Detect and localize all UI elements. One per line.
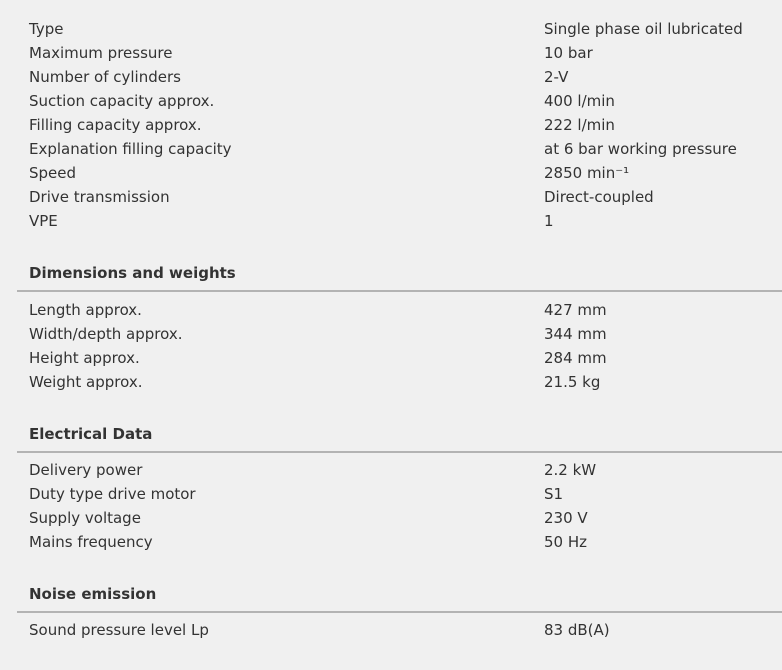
spec-value: Direct-coupled — [544, 188, 654, 206]
spec-row-length — [0, 298, 782, 322]
spec-row-weight — [0, 370, 782, 394]
spec-label: Length approx. — [29, 301, 142, 319]
spec-label: Drive transmission — [29, 188, 170, 206]
spec-row-supply-voltage — [0, 506, 782, 530]
spec-row-mains-frequency — [0, 530, 782, 554]
spec-row-delivery-power — [0, 458, 782, 482]
spec-label: Filling capacity approx. — [29, 116, 202, 134]
spec-value: 2850 min⁻¹ — [544, 164, 630, 182]
spec-row-filling-capacity — [0, 113, 782, 137]
section-heading-electrical: Electrical Data — [29, 425, 153, 443]
spec-label: Explanation filling capacity — [29, 140, 232, 158]
spec-row-height — [0, 346, 782, 370]
spec-row-duty-type — [0, 482, 782, 506]
section-divider — [17, 451, 782, 453]
spec-row-maximum-pressure — [0, 41, 782, 65]
spec-row-explanation-filling-capacity — [0, 137, 782, 161]
spec-label: Delivery power — [29, 461, 143, 479]
spec-value: 427 mm — [544, 301, 607, 319]
spec-value: 222 l/min — [544, 116, 615, 134]
spec-row-number-of-cylinders — [0, 65, 782, 89]
section-divider — [17, 611, 782, 613]
spec-row-width-depth — [0, 322, 782, 346]
section-heading-dimensions: Dimensions and weights — [29, 264, 236, 282]
spec-value: 344 mm — [544, 325, 607, 343]
spec-value: 50 Hz — [544, 533, 588, 551]
spec-label: Mains frequency — [29, 533, 153, 551]
spec-label: Duty type drive motor — [29, 485, 196, 503]
spec-value: 83 dB(A) — [544, 621, 610, 639]
spec-label: Speed — [29, 164, 77, 182]
spec-label: Width/depth approx. — [29, 325, 183, 343]
spec-value: 400 l/min — [544, 92, 615, 110]
section-divider — [17, 290, 782, 292]
spec-value: 230 V — [544, 509, 588, 527]
spec-label: Sound pressure level Lp — [29, 621, 209, 639]
spec-value: 2-V — [544, 68, 569, 86]
spec-label: Number of cylinders — [29, 68, 181, 86]
spec-label: Type — [29, 20, 64, 38]
spec-label: VPE — [29, 212, 58, 230]
spec-row-drive-transmission — [0, 185, 782, 209]
spec-row-vpe — [0, 209, 782, 233]
spec-row-type — [0, 17, 782, 41]
spec-label: Height approx. — [29, 349, 140, 367]
spec-value: 21.5 kg — [544, 373, 601, 391]
spec-value: 1 — [544, 212, 554, 230]
spec-row-sound-pressure-level — [0, 618, 782, 642]
spec-row-speed — [0, 161, 782, 185]
spec-label: Maximum pressure — [29, 44, 173, 62]
spec-value: 2.2 kW — [544, 461, 597, 479]
spec-row-suction-capacity — [0, 89, 782, 113]
section-heading-noise: Noise emission — [29, 585, 157, 603]
spec-value: 10 bar — [544, 44, 593, 62]
spec-value: S1 — [544, 485, 564, 503]
spec-value: at 6 bar working pressure — [544, 140, 737, 158]
spec-label: Weight approx. — [29, 373, 143, 391]
spec-label: Suction capacity approx. — [29, 92, 215, 110]
spec-value: 284 mm — [544, 349, 607, 367]
spec-label: Supply voltage — [29, 509, 141, 527]
spec-value: Single phase oil lubricated — [544, 20, 743, 38]
